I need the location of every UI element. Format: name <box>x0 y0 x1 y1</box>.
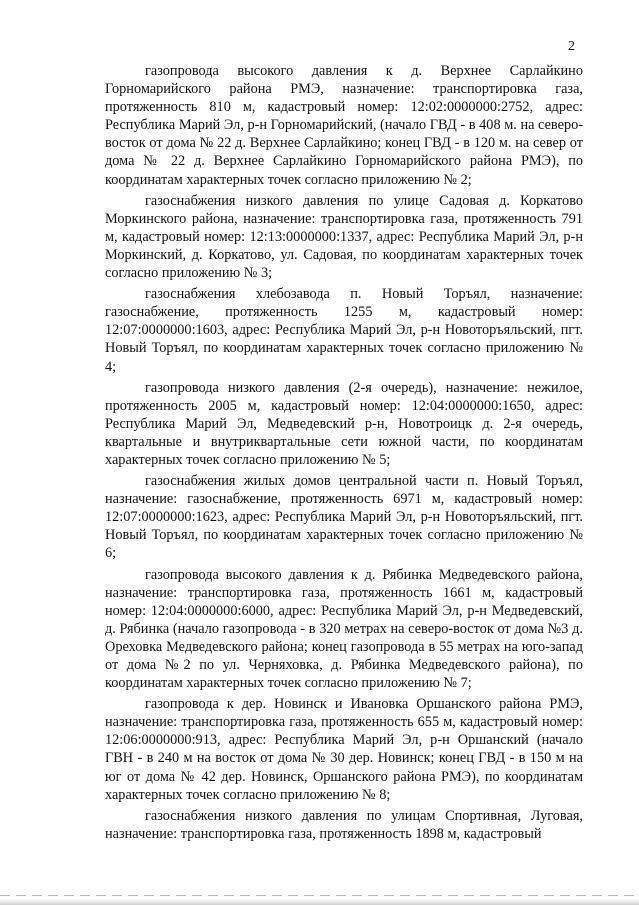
paragraph-appendix-3: газоснабжения низкого давления по улице Садовая д. Коркатово Моркинского района, назначение: транспортировка газа, протяженность 791 м, кадастровый номер: 12:13:0000000:1337, адрес: Республика Марий Эл, р-н Моркинский, д. Коркатово, ул. Садовая, по координатам характерных точек согласно приложению № 3; <box>105 192 583 282</box>
scan-artifact-line <box>0 895 639 896</box>
document-body <box>105 62 583 846</box>
page-number: 2 <box>568 39 575 54</box>
paragraph-appendix-6: газоснабжения жилых домов центральной части п. Новый Торъял, назначение: газоснабжение, протяженность 6971 м, кадастровый номер: 12:07:0000000:1623, адрес: Республика Марий Эл, р-н Новоторъяльский, пгт. Новый Торъял, по координатам характерных точек согласно приложению № 6; <box>105 473 583 562</box>
paragraph-appendix-4: газоснабжения хлебозавода п. Новый Торъял, назначение: газоснабжение, протяженность 1255 м, кадастровый номер: 12:07:0000000:1603, адрес: Республика Марий Эл, р-н Новоторъяльский, пгт. Новый Торъял, по координатам характерных точек согласно приложению № 4; <box>105 286 583 375</box>
paragraph-appendix-8: газопровода к дер. Новинск и Ивановка Оршанского района РМЭ, назначение: транспортировка газа, протяженность 655 м, кадастровый номер: 12:06:0000000:913, адрес: Республика Марий Эл, р-н Оршанский (начало ГВН - в 240 м на восток от дома № 30 дер. Новинск; конец ГВД - в 150 м на юг от дома № 42 дер. Новинск, Оршанского района РМЭ), по координатам характерных точек согласно приложению № 8; <box>105 696 583 803</box>
paragraph-appendix-7: газопровода высокого давления к д. Рябинка Медведевского района, назначение: транспортировка газа, протяженность 1661 м, кадастровый номер: 12:04:0000000:6000, адрес: Республика Марий Эл, р-н Медведевский, д. Рябинка (начало газопровода - в 320 метрах на северо-восток от дома №3 д. Ореховка Медведевского района; конец газопровода в 55 метрах на юго-запад от дома №2 по ул. Черняховка, д. Рябинка Медведевского района), по координатам характерных точек согласно приложению № 7; <box>105 566 583 692</box>
paragraph-appendix-2: газопровода высокого давления к д. Верхнее Сарлайкино Горномарийского района РМЭ, назначение: транспортировка газа, протяженность 810 м, кадастровый номер: 12:02:0000000:2752, адрес: Республика Марий Эл, р-н Горномарийский, (начало ГВД - в 408 м. на северо-восток от дома № 22 д. Верхнее Сарлайкино; конец ГВД - в 120 м. на север от дома № 22 д. Верхнее Сарлайкино Горномарийского района РМЭ), по координатам характерных точек согласно приложению № 2; <box>105 63 583 188</box>
scan-bottom-edge <box>0 899 639 905</box>
paragraph-continued: газоснабжения низкого давления по улицам Спортивная, Луговая, назначение: транспортировка газа, протяженность 1898 м, кадастровый <box>105 807 583 842</box>
paragraph-appendix-5: газопровода низкого давления (2-я очередь), назначение: нежилое, протяженность 2005 м, кадастровый номер: 12:04:0000000:1650, адрес: Республика Марий Эл, Медведевский р-н, Новотроицк д. 2-я очередь, квартальные и внутриквартальные сети южной части, по координатам характерных точек согласно приложению № 5; <box>105 379 583 468</box>
